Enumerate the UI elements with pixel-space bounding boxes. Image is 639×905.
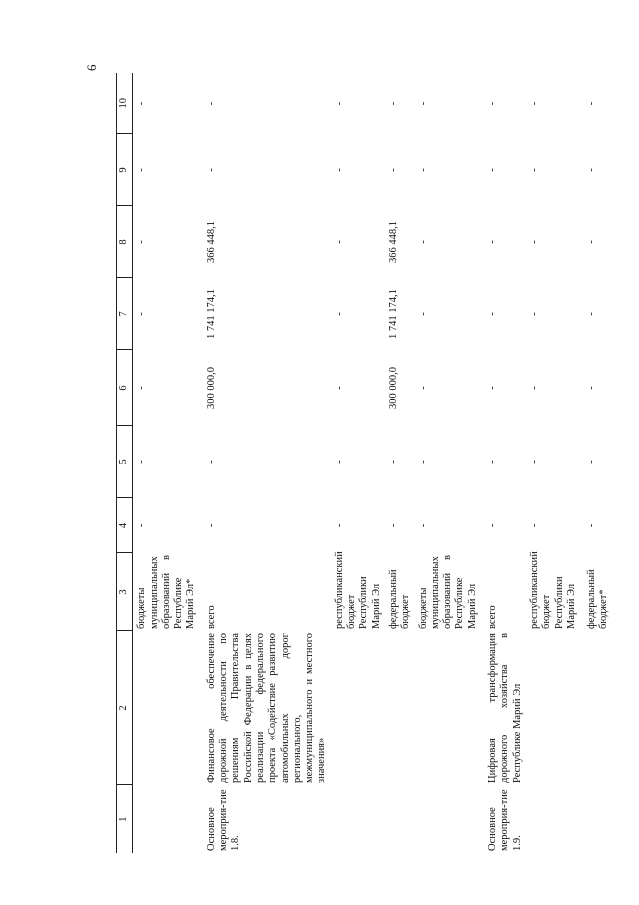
budget-table	[116, 73, 612, 853]
cell-value: -	[417, 523, 429, 528]
cell-value: 366 448,1	[205, 221, 217, 263]
cell-value: -	[205, 460, 217, 464]
page-number: 6	[84, 64, 99, 71]
cell-value: -	[586, 460, 598, 464]
cell-activity	[330, 785, 384, 853]
col-header-4: 4	[117, 498, 133, 553]
cell-value: -	[586, 101, 598, 106]
cell-value: 366 448,1	[387, 221, 399, 263]
cell-source: всего	[487, 605, 499, 629]
cell-value: -	[333, 523, 345, 528]
cell-value: -	[205, 101, 217, 106]
cell-value: -	[333, 460, 345, 464]
col-header-6: 6	[117, 350, 133, 426]
table-row	[330, 73, 384, 853]
cell-value: -	[387, 460, 399, 464]
cell-value: 1 741 174,1	[387, 289, 399, 339]
col-header-1: 1	[117, 785, 133, 853]
cell-value: -	[528, 168, 540, 172]
cell-value: -	[528, 101, 540, 106]
cell-description	[330, 631, 384, 785]
cell-source: республиканский бюджет Республики Марий Эл	[333, 551, 382, 629]
cell-source: бюджеты муниципальных образований в Республике Марий Эл*	[136, 555, 197, 629]
table-row	[384, 73, 414, 853]
cell-value: -	[205, 168, 217, 172]
cell-activity	[414, 785, 480, 853]
cell-description	[133, 631, 199, 785]
cell-activity: Основное мероприя-тие 1.8.	[205, 789, 242, 851]
cell-description: Финансовое обеспечение дорожной деятельности по решениям Правительства Российской Федерации в целях реализации федерального проекта «Содействие развитию автомобильных дорог регионального, межмуниципального и местного значения»	[205, 633, 328, 783]
cell-value: 1 741 174,1	[205, 289, 217, 339]
cell-source: республиканский бюджет Республики Марий Эл	[528, 551, 577, 629]
cell-value: -	[417, 240, 429, 244]
cell-value: -	[487, 168, 499, 172]
cell-value: -	[136, 312, 148, 316]
col-header-5: 5	[117, 426, 133, 498]
cell-value: -	[387, 168, 399, 172]
cell-activity: Основное мероприя-тие 1.9.	[487, 789, 523, 851]
cell-value: -	[487, 386, 499, 390]
cell-value: -	[528, 240, 540, 244]
col-header-10: 10	[117, 73, 133, 134]
cell-value: -	[136, 101, 148, 106]
cell-value: -	[487, 312, 499, 316]
cell-source: федеральный бюджет*	[586, 569, 610, 629]
cell-value: -	[387, 101, 399, 106]
cell-value: -	[333, 386, 345, 390]
cell-activity	[525, 785, 579, 853]
cell-value: -	[417, 312, 429, 316]
table-row	[480, 73, 525, 853]
cell-value: -	[136, 386, 148, 390]
cell-value: -	[487, 240, 499, 244]
cell-activity	[579, 785, 612, 853]
cell-description	[384, 631, 414, 785]
table-row	[199, 73, 330, 853]
cell-description: Цифровая трансформация дорожного хозяйства в Республике Марий Эл	[487, 633, 523, 783]
cell-value: -	[136, 168, 148, 172]
cell-value: -	[528, 460, 540, 464]
cell-value: -	[487, 523, 499, 528]
table-row	[133, 73, 199, 853]
cell-value: -	[586, 168, 598, 172]
table-row	[579, 73, 612, 853]
cell-value: -	[205, 523, 217, 528]
col-header-8: 8	[117, 206, 133, 278]
cell-source: всего	[205, 605, 217, 629]
cell-value: -	[387, 523, 399, 528]
cell-value: -	[136, 523, 148, 528]
cell-value: -	[487, 101, 499, 106]
cell-value: -	[333, 312, 345, 316]
cell-value: -	[136, 460, 148, 464]
cell-value: -	[528, 312, 540, 316]
cell-value: -	[586, 240, 598, 244]
cell-value: -	[333, 240, 345, 244]
header-row	[117, 73, 133, 853]
cell-value: -	[417, 460, 429, 464]
cell-value: -	[333, 168, 345, 172]
table-row	[525, 73, 579, 853]
col-header-3: 3	[117, 553, 133, 631]
cell-value: -	[528, 386, 540, 390]
cell-description	[525, 631, 579, 785]
col-header-7: 7	[117, 278, 133, 350]
cell-value: 300 000,0	[205, 367, 217, 409]
cell-value: -	[528, 523, 540, 528]
col-header-2: 2	[117, 631, 133, 785]
cell-value: -	[417, 101, 429, 106]
cell-description	[579, 631, 612, 785]
cell-source: федеральный бюджет	[387, 569, 412, 629]
cell-description	[414, 631, 480, 785]
table-row	[414, 73, 480, 853]
col-header-9: 9	[117, 134, 133, 206]
cell-value: -	[417, 386, 429, 390]
cell-source: бюджеты муниципальных образований в Республике Марий Эл	[417, 555, 478, 629]
cell-value: -	[586, 312, 598, 316]
cell-value: -	[136, 240, 148, 244]
cell-activity	[133, 785, 199, 853]
cell-value: 300 000,0	[387, 367, 399, 409]
cell-value: -	[586, 386, 598, 390]
cell-value: -	[333, 101, 345, 106]
cell-activity	[384, 785, 414, 853]
cell-value: -	[586, 523, 598, 528]
cell-value: -	[487, 460, 499, 464]
cell-value: -	[417, 168, 429, 172]
